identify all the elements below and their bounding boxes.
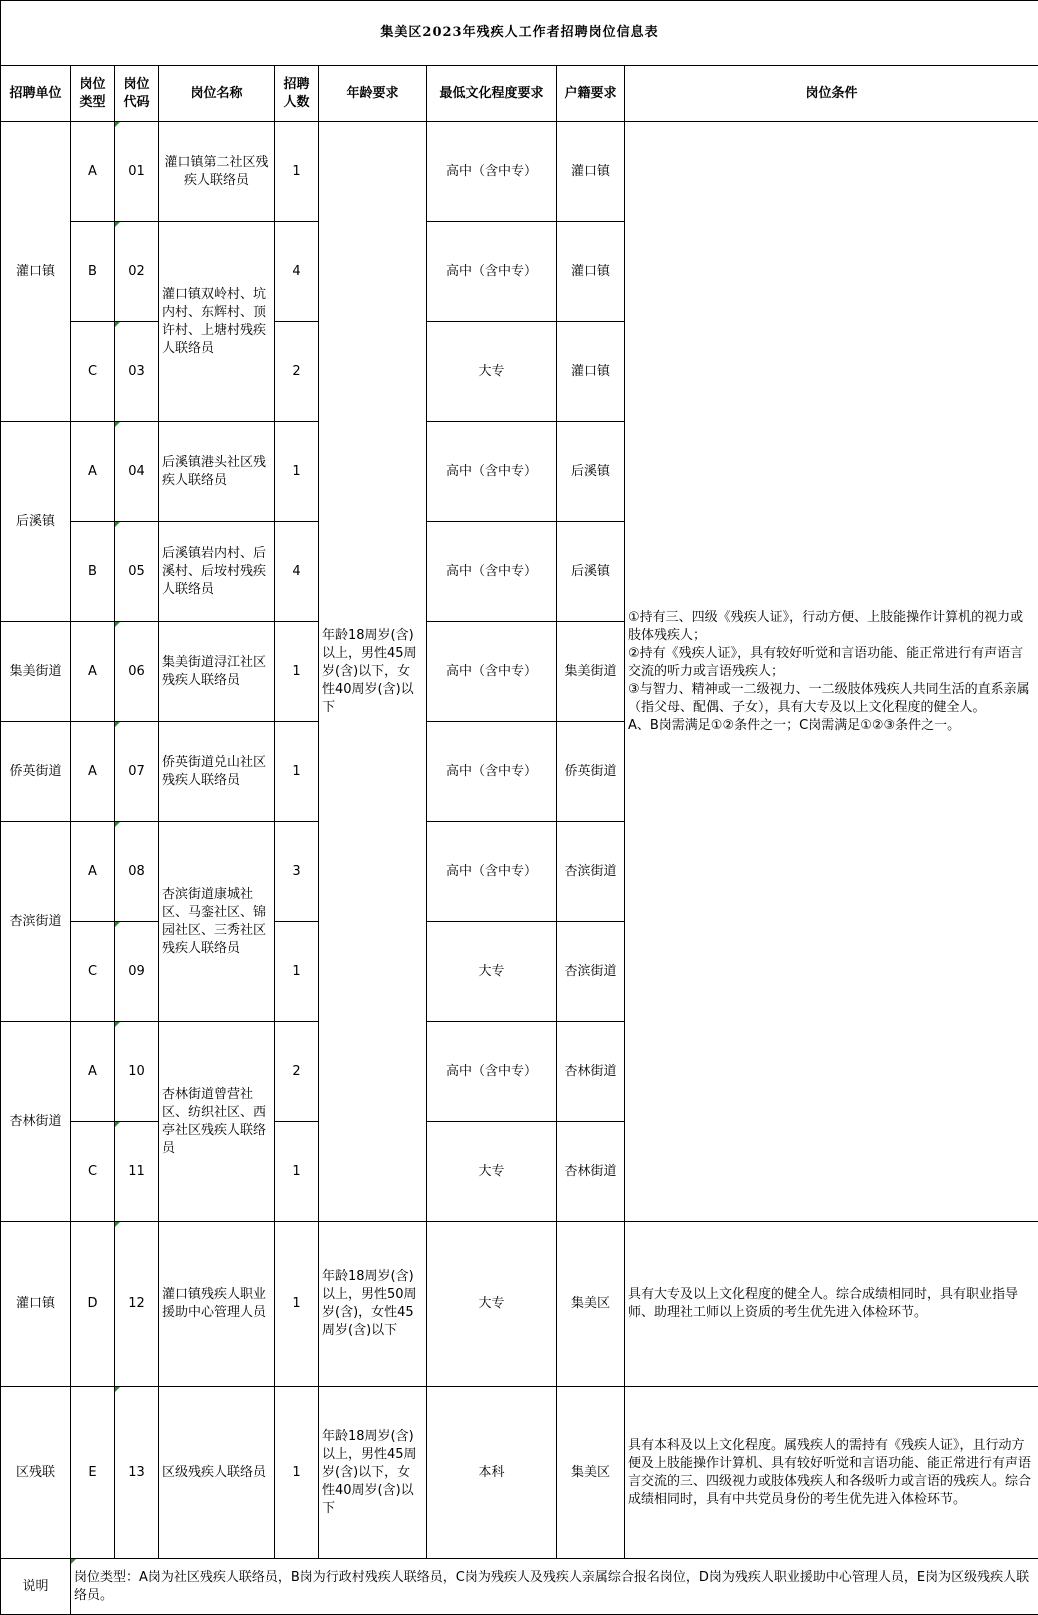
huji-cell: 集美街道 [557, 622, 625, 722]
type-cell: A [71, 122, 115, 222]
type-cell: C [71, 322, 115, 422]
name-cell: 后溪镇岩内村、后溪村、后垵村残疾人联络员 [159, 522, 275, 622]
count-cell: 1 [275, 122, 319, 222]
name-cell: 区级残疾人联络员 [159, 1387, 275, 1559]
edu-cell: 大专 [427, 922, 557, 1022]
code-cell: 09 [115, 922, 159, 1022]
header-edu: 最低文化程度要求 [427, 66, 557, 122]
code-cell: 10 [115, 1022, 159, 1122]
page-title: 集美区2023年残疾人工作者招聘岗位信息表 [1, 1, 1038, 66]
type-cell: B [71, 222, 115, 322]
edu-cell: 高中（含中专） [427, 822, 557, 922]
edu-cell: 大专 [427, 1122, 557, 1222]
unit-cell: 灌口镇 [1, 1222, 71, 1387]
type-cell: D [71, 1222, 115, 1387]
unit-cell: 集美街道 [1, 622, 71, 722]
code-cell: 13 [115, 1387, 159, 1559]
edu-cell: 高中（含中专） [427, 622, 557, 722]
unit-cell: 侨英街道 [1, 722, 71, 822]
code-cell: 05 [115, 522, 159, 622]
table-row [1, 1222, 1038, 1387]
age-cell: 年龄18周岁(含)以上，男性50周岁(含)，女性45周岁(含)以下 [319, 1222, 427, 1387]
huji-cell: 杏林街道 [557, 1022, 625, 1122]
code-cell: 06 [115, 622, 159, 722]
huji-cell: 集美区 [557, 1387, 625, 1559]
type-cell: A [71, 422, 115, 522]
header-type: 岗位类型 [71, 66, 115, 122]
header-unit: 招聘单位 [1, 66, 71, 122]
table-row [1, 1387, 1038, 1559]
age-cell-shared: 年龄18周岁(含)以上，男性45周岁(含)以下，女性40周岁(含)以下 [319, 122, 427, 1222]
count-cell: 1 [275, 422, 319, 522]
name-cell: 灌口镇双岭村、坑内村、东辉村、顶许村、上塘村残疾人联络员 [159, 222, 275, 422]
header-code: 岗位代码 [115, 66, 159, 122]
cond-cell: 具有本科及以上文化程度。属残疾人的需持有《残疾人证》，且行动方便及上肢能操作计算机、具有较好听觉和言语功能、能正常进行有声语言交流的三、四级视力或肢体残疾人和各级听力或言语的残疾人。综合成绩相同时，具有中共党员身份的考生优先进入体检环节。 [625, 1387, 1038, 1559]
code-cell: 04 [115, 422, 159, 522]
count-cell: 1 [275, 922, 319, 1022]
count-cell: 1 [275, 1222, 319, 1387]
type-cell: A [71, 622, 115, 722]
huji-cell: 集美区 [557, 1222, 625, 1387]
cond-cell-shared [625, 122, 1038, 1222]
table-row [1, 122, 1038, 222]
cond-line-3: ③与智力、精神或一二级视力、一二级肢体残疾人共同生活的直系亲属（指父母、配偶、子女），具有大专及以上文化程度的健全人。 [628, 681, 1035, 717]
name-cell: 集美街道浔江社区残疾人联络员 [159, 622, 275, 722]
header-count: 招聘人数 [275, 66, 319, 122]
type-cell: C [71, 1122, 115, 1222]
type-cell: A [71, 1022, 115, 1122]
header-age: 年龄要求 [319, 66, 427, 122]
type-cell: C [71, 922, 115, 1022]
edu-cell: 大专 [427, 322, 557, 422]
huji-cell: 杏林街道 [557, 1122, 625, 1222]
edu-cell: 高中（含中专） [427, 422, 557, 522]
edu-cell: 高中（含中专） [427, 722, 557, 822]
type-cell: A [71, 822, 115, 922]
unit-cell: 杏滨街道 [1, 822, 71, 1022]
edu-cell: 高中（含中专） [427, 122, 557, 222]
type-cell: A [71, 722, 115, 822]
huji-cell: 灌口镇 [557, 122, 625, 222]
huji-cell: 侨英街道 [557, 722, 625, 822]
name-cell: 灌口镇第二社区残疾人联络员 [159, 122, 275, 222]
huji-cell: 杏滨街道 [557, 922, 625, 1022]
header-name: 岗位名称 [159, 66, 275, 122]
count-cell: 4 [275, 522, 319, 622]
note-row [1, 1559, 1038, 1615]
count-cell: 1 [275, 1387, 319, 1559]
unit-cell: 灌口镇 [1, 122, 71, 422]
header-huji: 户籍要求 [557, 66, 625, 122]
edu-cell: 高中（含中专） [427, 222, 557, 322]
cond-line-4: A、B岗需满足①②条件之一；C岗需满足①②③条件之一。 [628, 717, 1035, 735]
name-cell: 灌口镇残疾人职业援助中心管理人员 [159, 1222, 275, 1387]
count-cell: 2 [275, 1022, 319, 1122]
edu-cell: 高中（含中专） [427, 1022, 557, 1122]
age-cell: 年龄18周岁(含)以上，男性45周岁(含)以下，女性40周岁(含)以下 [319, 1387, 427, 1559]
huji-cell: 灌口镇 [557, 222, 625, 322]
unit-cell: 区残联 [1, 1387, 71, 1559]
cond-line-2: ②持有《残疾人证》，具有较好听觉和言语功能、能正常进行有声语言交流的听力或言语残疾人； [628, 645, 1035, 681]
type-cell: B [71, 522, 115, 622]
note-text: 岗位类型：A岗为社区残疾人联络员，B岗为行政村残疾人联络员，C岗为残疾人及残疾人亲属综合报名岗位，D岗为残疾人职业援助中心管理人员，E岗为区级残疾人联络员。 [71, 1559, 1038, 1615]
code-cell: 11 [115, 1122, 159, 1222]
edu-cell: 高中（含中专） [427, 522, 557, 622]
huji-cell: 后溪镇 [557, 522, 625, 622]
code-cell: 03 [115, 322, 159, 422]
cond-cell: 具有大专及以上文化程度的健全人。综合成绩相同时，具有职业指导师、助理社工师以上资质的考生优先进入体检环节。 [625, 1222, 1038, 1387]
huji-cell: 灌口镇 [557, 322, 625, 422]
count-cell: 2 [275, 322, 319, 422]
code-cell: 07 [115, 722, 159, 822]
unit-cell: 后溪镇 [1, 422, 71, 622]
name-cell: 后溪镇港头社区残疾人联络员 [159, 422, 275, 522]
name-cell: 杏滨街道康城社区、马銮社区、锦园社区、三秀社区残疾人联络员 [159, 822, 275, 1022]
name-cell: 侨英街道兑山社区残疾人联络员 [159, 722, 275, 822]
count-cell: 1 [275, 1122, 319, 1222]
code-cell: 12 [115, 1222, 159, 1387]
note-label: 说明 [1, 1559, 71, 1615]
cond-line-1: ①持有三、四级《残疾人证》，行动方便、上肢能操作计算机的视力或肢体残疾人； [628, 609, 1035, 645]
edu-cell: 大专 [427, 1222, 557, 1387]
huji-cell: 杏滨街道 [557, 822, 625, 922]
type-cell: E [71, 1387, 115, 1559]
code-cell: 01 [115, 122, 159, 222]
count-cell: 3 [275, 822, 319, 922]
huji-cell: 后溪镇 [557, 422, 625, 522]
edu-cell: 本科 [427, 1387, 557, 1559]
name-cell: 杏林街道曾营社区、纺织社区、西亭社区残疾人联络员 [159, 1022, 275, 1222]
count-cell: 1 [275, 722, 319, 822]
count-cell: 4 [275, 222, 319, 322]
unit-cell: 杏林街道 [1, 1022, 71, 1222]
code-cell: 02 [115, 222, 159, 322]
count-cell: 1 [275, 622, 319, 722]
code-cell: 08 [115, 822, 159, 922]
header-cond: 岗位条件 [625, 66, 1038, 122]
